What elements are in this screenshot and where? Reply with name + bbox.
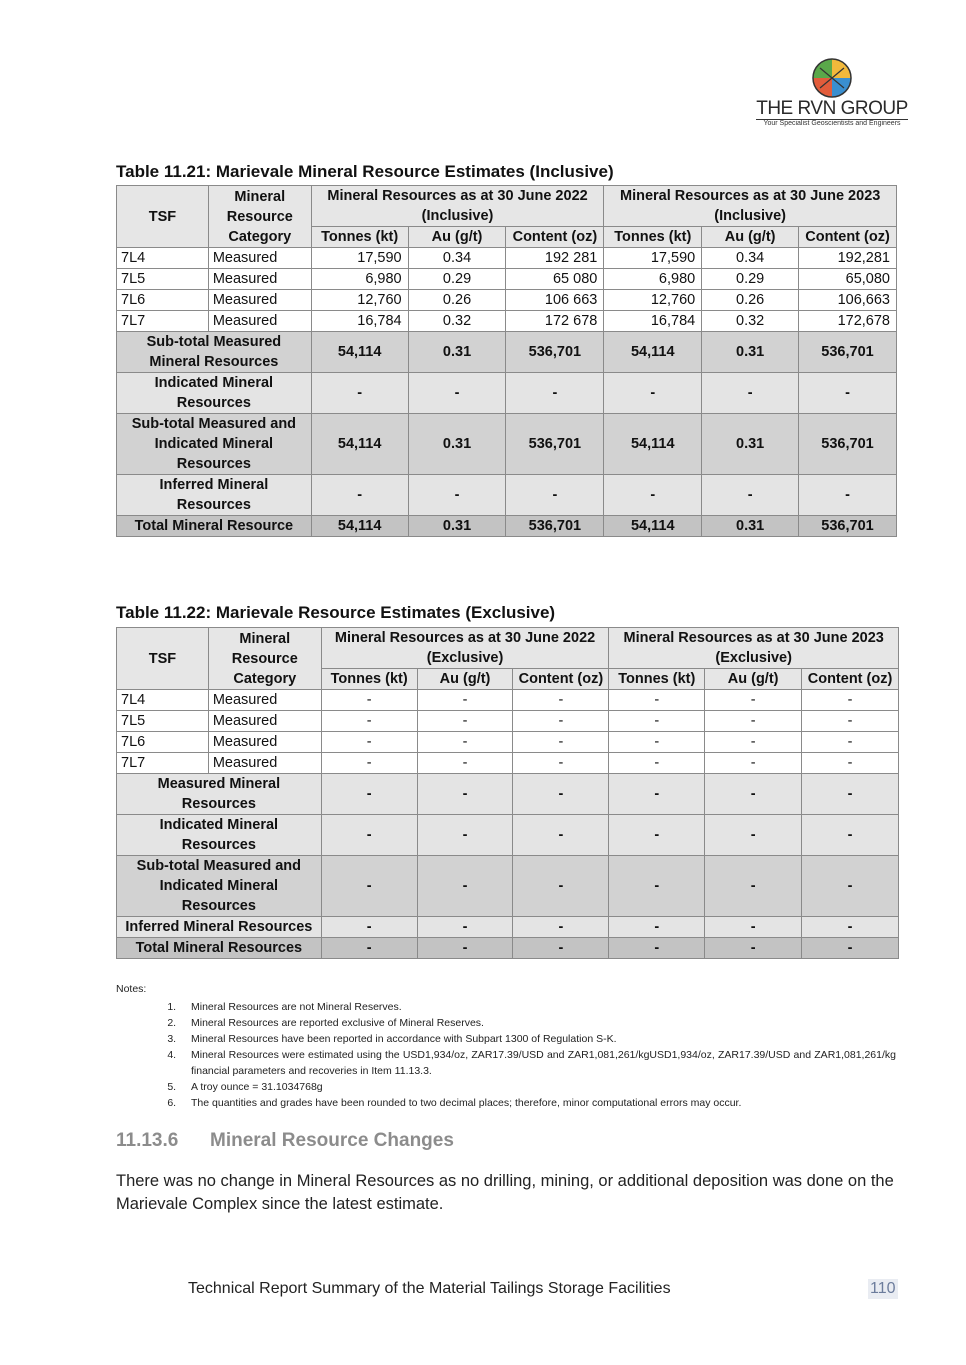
- row-label: Indicated Mineral Resources: [117, 373, 312, 414]
- cell-content-2022: -: [513, 938, 609, 959]
- header-tonnes: Tonnes (kt): [604, 227, 702, 248]
- header-group-2023: Mineral Resources as at 30 June 2023 (Inclusive): [604, 186, 897, 227]
- cell-au-2022: 0.34: [408, 248, 506, 269]
- cell-tonnes-2022: 12,760: [311, 290, 408, 311]
- cell-au-2023: 0.29: [702, 269, 799, 290]
- logo-wheel-icon: [812, 58, 852, 98]
- cell-content-2022: -: [513, 753, 609, 774]
- table-row: [117, 753, 899, 774]
- cell-content-2023: -: [802, 690, 899, 711]
- cell-au-2023: 0.32: [702, 311, 799, 332]
- total-row: [117, 516, 897, 537]
- cell-tonnes-2022: -: [321, 711, 417, 732]
- row-label: Inferred Mineral Resources: [117, 917, 322, 938]
- cell-au-2022: 0.29: [408, 269, 506, 290]
- header-content: Content (oz): [802, 669, 899, 690]
- cell-tonnes-2022: -: [311, 475, 408, 516]
- header-au: Au (g/t): [408, 227, 506, 248]
- header-tsf: TSF: [117, 628, 209, 690]
- row-label: Indicated Mineral Resources: [117, 815, 322, 856]
- page-number: 110: [870, 1280, 896, 1297]
- cell-au-2022: 0.31: [408, 414, 506, 475]
- cell-au-2022: -: [417, 856, 513, 917]
- cell-au-2023: 0.26: [702, 290, 799, 311]
- table-row: [117, 269, 897, 290]
- cell-au-2022: -: [417, 711, 513, 732]
- cell-tonnes-2023: 6,980: [604, 269, 702, 290]
- cell-tonnes-2022: 54,114: [311, 332, 408, 373]
- note-item: 2. Mineral Resources are reported exclusive of Mineral Reserves.: [179, 1015, 896, 1031]
- subtotal-row: [117, 332, 897, 373]
- header-group-2022: Mineral Resources as at 30 June 2022 (Inclusive): [311, 186, 604, 227]
- header-category: Mineral Resource Category: [208, 628, 321, 690]
- cell-au-2023: 0.31: [702, 414, 799, 475]
- cell-au-2022: -: [417, 815, 513, 856]
- header-tonnes: Tonnes (kt): [321, 669, 417, 690]
- cell-tonnes-2022: -: [321, 774, 417, 815]
- cell-category: Measured: [208, 311, 311, 332]
- header-category: Mineral Resource Category: [208, 186, 311, 248]
- notes-list: [116, 999, 896, 1111]
- cell-content-2023: -: [802, 815, 899, 856]
- header-tonnes: Tonnes (kt): [609, 669, 705, 690]
- footer-text: Technical Report Summary of the Material Tailings Storage Facilities: [188, 1280, 671, 1297]
- cell-au-2023: -: [705, 711, 802, 732]
- subtotal-row: [117, 414, 897, 475]
- company-logo: [754, 58, 910, 132]
- cell-content-2022: -: [513, 711, 609, 732]
- row-label: Total Mineral Resource: [117, 516, 312, 537]
- table-row: [117, 732, 899, 753]
- cell-tonnes-2022: -: [321, 690, 417, 711]
- cell-au-2022: -: [417, 690, 513, 711]
- cell-au-2023: -: [705, 815, 802, 856]
- cell-tsf: 7L5: [117, 711, 209, 732]
- cell-au-2023: -: [705, 732, 802, 753]
- cell-tonnes-2023: -: [609, 774, 705, 815]
- cell-tonnes-2023: -: [609, 711, 705, 732]
- cell-au-2022: -: [417, 732, 513, 753]
- notes-title: Notes:: [116, 983, 147, 995]
- body-paragraph: There was no change in Mineral Resources as no drilling, mining, or additional deposition was done on the Marievale Complex since the latest estimate.: [116, 1172, 894, 1213]
- inferred-row: [117, 475, 897, 516]
- cell-content-2023: 106,663: [799, 290, 897, 311]
- cell-tonnes-2022: -: [311, 373, 408, 414]
- cell-tonnes-2023: -: [609, 917, 705, 938]
- cell-tonnes-2022: -: [321, 938, 417, 959]
- header-au: Au (g/t): [417, 669, 513, 690]
- cell-tonnes-2023: -: [609, 938, 705, 959]
- cell-tonnes-2023: -: [604, 475, 702, 516]
- table-row: [117, 248, 897, 269]
- total-row: [117, 938, 899, 959]
- cell-au-2022: -: [417, 938, 513, 959]
- cell-tsf: 7L4: [117, 248, 209, 269]
- cell-content-2023: 65,080: [799, 269, 897, 290]
- cell-au-2022: -: [417, 753, 513, 774]
- cell-category: Measured: [208, 269, 311, 290]
- cell-tonnes-2022: -: [321, 753, 417, 774]
- cell-tsf: 7L6: [117, 290, 209, 311]
- cell-content-2023: 192,281: [799, 248, 897, 269]
- logo-name: THE RVN GROUP: [756, 98, 908, 119]
- cell-au-2023: -: [705, 917, 802, 938]
- subtotal-row: [117, 856, 899, 917]
- cell-content-2022: 172 678: [506, 311, 604, 332]
- cell-tonnes-2022: -: [321, 917, 417, 938]
- cell-tonnes-2023: 54,114: [604, 516, 702, 537]
- cell-content-2022: 106 663: [506, 290, 604, 311]
- row-label: Sub-total Measured Mineral Resources: [117, 332, 312, 373]
- cell-au-2023: -: [705, 774, 802, 815]
- cell-au-2022: -: [417, 917, 513, 938]
- cell-content-2023: -: [802, 774, 899, 815]
- cell-tonnes-2022: 54,114: [311, 414, 408, 475]
- cell-category: Measured: [208, 711, 321, 732]
- cell-tonnes-2022: -: [321, 815, 417, 856]
- cell-content-2023: 536,701: [799, 414, 897, 475]
- cell-au-2023: -: [702, 373, 799, 414]
- section-heading: [116, 1130, 454, 1152]
- note-item: 6. The quantities and grades have been rounded to two decimal places; therefore, minor computational errors may occur.: [179, 1095, 896, 1111]
- cell-content-2023: -: [802, 753, 899, 774]
- table-row: [117, 290, 897, 311]
- cell-tsf: 7L5: [117, 269, 209, 290]
- cell-au-2022: 0.31: [408, 332, 506, 373]
- section-title: Mineral Resource Changes: [210, 1130, 454, 1151]
- header-content: Content (oz): [506, 227, 604, 248]
- cell-tonnes-2022: 17,590: [311, 248, 408, 269]
- row-label: Inferred Mineral Resources: [117, 475, 312, 516]
- cell-tonnes-2023: -: [609, 856, 705, 917]
- header-au: Au (g/t): [705, 669, 802, 690]
- cell-tsf: 7L7: [117, 311, 209, 332]
- note-item: 1. Mineral Resources are not Mineral Reserves.: [179, 999, 896, 1015]
- table-row: [117, 311, 897, 332]
- note-item: 3. Mineral Resources have been reported in accordance with Subpart 1300 of Regulation S-K.: [179, 1031, 896, 1047]
- cell-content-2022: 536,701: [506, 414, 604, 475]
- header-au: Au (g/t): [702, 227, 799, 248]
- cell-content-2022: -: [513, 774, 609, 815]
- cell-tonnes-2023: -: [604, 373, 702, 414]
- cell-content-2022: -: [506, 475, 604, 516]
- cell-tonnes-2023: -: [609, 753, 705, 774]
- cell-category: Measured: [208, 248, 311, 269]
- cell-content-2022: -: [506, 373, 604, 414]
- cell-tonnes-2023: 17,590: [604, 248, 702, 269]
- cell-au-2022: 0.31: [408, 516, 506, 537]
- table-row: [117, 690, 899, 711]
- header-group-2022: Mineral Resources as at 30 June 2022 (Exclusive): [321, 628, 609, 669]
- cell-tsf: 7L7: [117, 753, 209, 774]
- row-label: Sub-total Measured and Indicated Mineral Resources: [117, 414, 312, 475]
- note-item: 5. A troy ounce = 31.1034768g: [179, 1079, 896, 1095]
- cell-au-2022: -: [408, 475, 506, 516]
- cell-tsf: 7L6: [117, 732, 209, 753]
- section-number: 11.13.6: [116, 1130, 179, 1151]
- cell-category: Measured: [208, 690, 321, 711]
- row-label: Total Mineral Resources: [117, 938, 322, 959]
- cell-category: Measured: [208, 753, 321, 774]
- cell-au-2023: -: [705, 938, 802, 959]
- cell-au-2023: -: [705, 856, 802, 917]
- cell-tonnes-2023: 54,114: [604, 414, 702, 475]
- table1-caption: Table 11.21: Marievale Mineral Resource Estimates (Inclusive): [116, 162, 614, 181]
- cell-tonnes-2023: -: [609, 732, 705, 753]
- cell-au-2023: 0.31: [702, 516, 799, 537]
- cell-content-2022: -: [513, 815, 609, 856]
- cell-tonnes-2022: 16,784: [311, 311, 408, 332]
- table2-caption: Table 11.22: Marievale Resource Estimates (Exclusive): [116, 603, 556, 622]
- header-group-2023: Mineral Resources as at 30 June 2023 (Exclusive): [609, 628, 899, 669]
- cell-tonnes-2023: -: [609, 815, 705, 856]
- cell-content-2023: 536,701: [799, 332, 897, 373]
- cell-content-2023: -: [802, 711, 899, 732]
- cell-content-2023: -: [802, 856, 899, 917]
- table-inclusive: [116, 185, 897, 537]
- inferred-row: [117, 917, 899, 938]
- header-tonnes: Tonnes (kt): [311, 227, 408, 248]
- cell-category: Measured: [208, 290, 311, 311]
- cell-tsf: 7L4: [117, 690, 209, 711]
- cell-au-2023: 0.31: [702, 332, 799, 373]
- header-content: Content (oz): [513, 669, 609, 690]
- cell-au-2022: -: [408, 373, 506, 414]
- logo-tagline: Your Specialist Geoscientists and Engineers: [763, 120, 901, 127]
- cell-au-2023: -: [705, 690, 802, 711]
- indicated-row: [117, 373, 897, 414]
- cell-tonnes-2022: -: [321, 732, 417, 753]
- cell-au-2022: 0.26: [408, 290, 506, 311]
- cell-content-2023: -: [802, 917, 899, 938]
- cell-content-2022: -: [513, 856, 609, 917]
- cell-tonnes-2023: 16,784: [604, 311, 702, 332]
- measured-row: [117, 774, 899, 815]
- header-tsf: TSF: [117, 186, 209, 248]
- notes-block: [116, 983, 896, 1111]
- cell-content-2023: -: [802, 732, 899, 753]
- cell-tonnes-2023: 12,760: [604, 290, 702, 311]
- cell-content-2023: -: [802, 938, 899, 959]
- cell-au-2023: 0.34: [702, 248, 799, 269]
- cell-tonnes-2023: 54,114: [604, 332, 702, 373]
- header-content: Content (oz): [799, 227, 897, 248]
- row-label: Measured Mineral Resources: [117, 774, 322, 815]
- cell-au-2022: -: [417, 774, 513, 815]
- cell-content-2022: 65 080: [506, 269, 604, 290]
- row-label: Sub-total Measured and Indicated Mineral Resources: [117, 856, 322, 917]
- cell-content-2022: -: [513, 732, 609, 753]
- cell-content-2023: -: [799, 475, 897, 516]
- cell-content-2022: 536,701: [506, 332, 604, 373]
- cell-category: Measured: [208, 732, 321, 753]
- note-item: 4. Mineral Resources were estimated using the USD1,934/oz, ZAR17.39/USD and ZAR1,081,261/kgUSD1,934/oz, ZAR17.39/USD and ZAR1,081,261/kg financial parameters and recoveries in Item 11.13.3.: [179, 1047, 896, 1079]
- cell-content-2022: 192 281: [506, 248, 604, 269]
- cell-content-2023: -: [799, 373, 897, 414]
- table-row: [117, 711, 899, 732]
- cell-tonnes-2022: 54,114: [311, 516, 408, 537]
- cell-content-2022: -: [513, 917, 609, 938]
- cell-au-2023: -: [702, 475, 799, 516]
- cell-au-2023: -: [705, 753, 802, 774]
- cell-tonnes-2022: 6,980: [311, 269, 408, 290]
- cell-content-2022: -: [513, 690, 609, 711]
- cell-content-2022: 536,701: [506, 516, 604, 537]
- cell-content-2023: 536,701: [799, 516, 897, 537]
- indicated-row: [117, 815, 899, 856]
- cell-tonnes-2022: -: [321, 856, 417, 917]
- cell-content-2023: 172,678: [799, 311, 897, 332]
- cell-tonnes-2023: -: [609, 690, 705, 711]
- table-exclusive: [116, 627, 899, 959]
- cell-au-2022: 0.32: [408, 311, 506, 332]
